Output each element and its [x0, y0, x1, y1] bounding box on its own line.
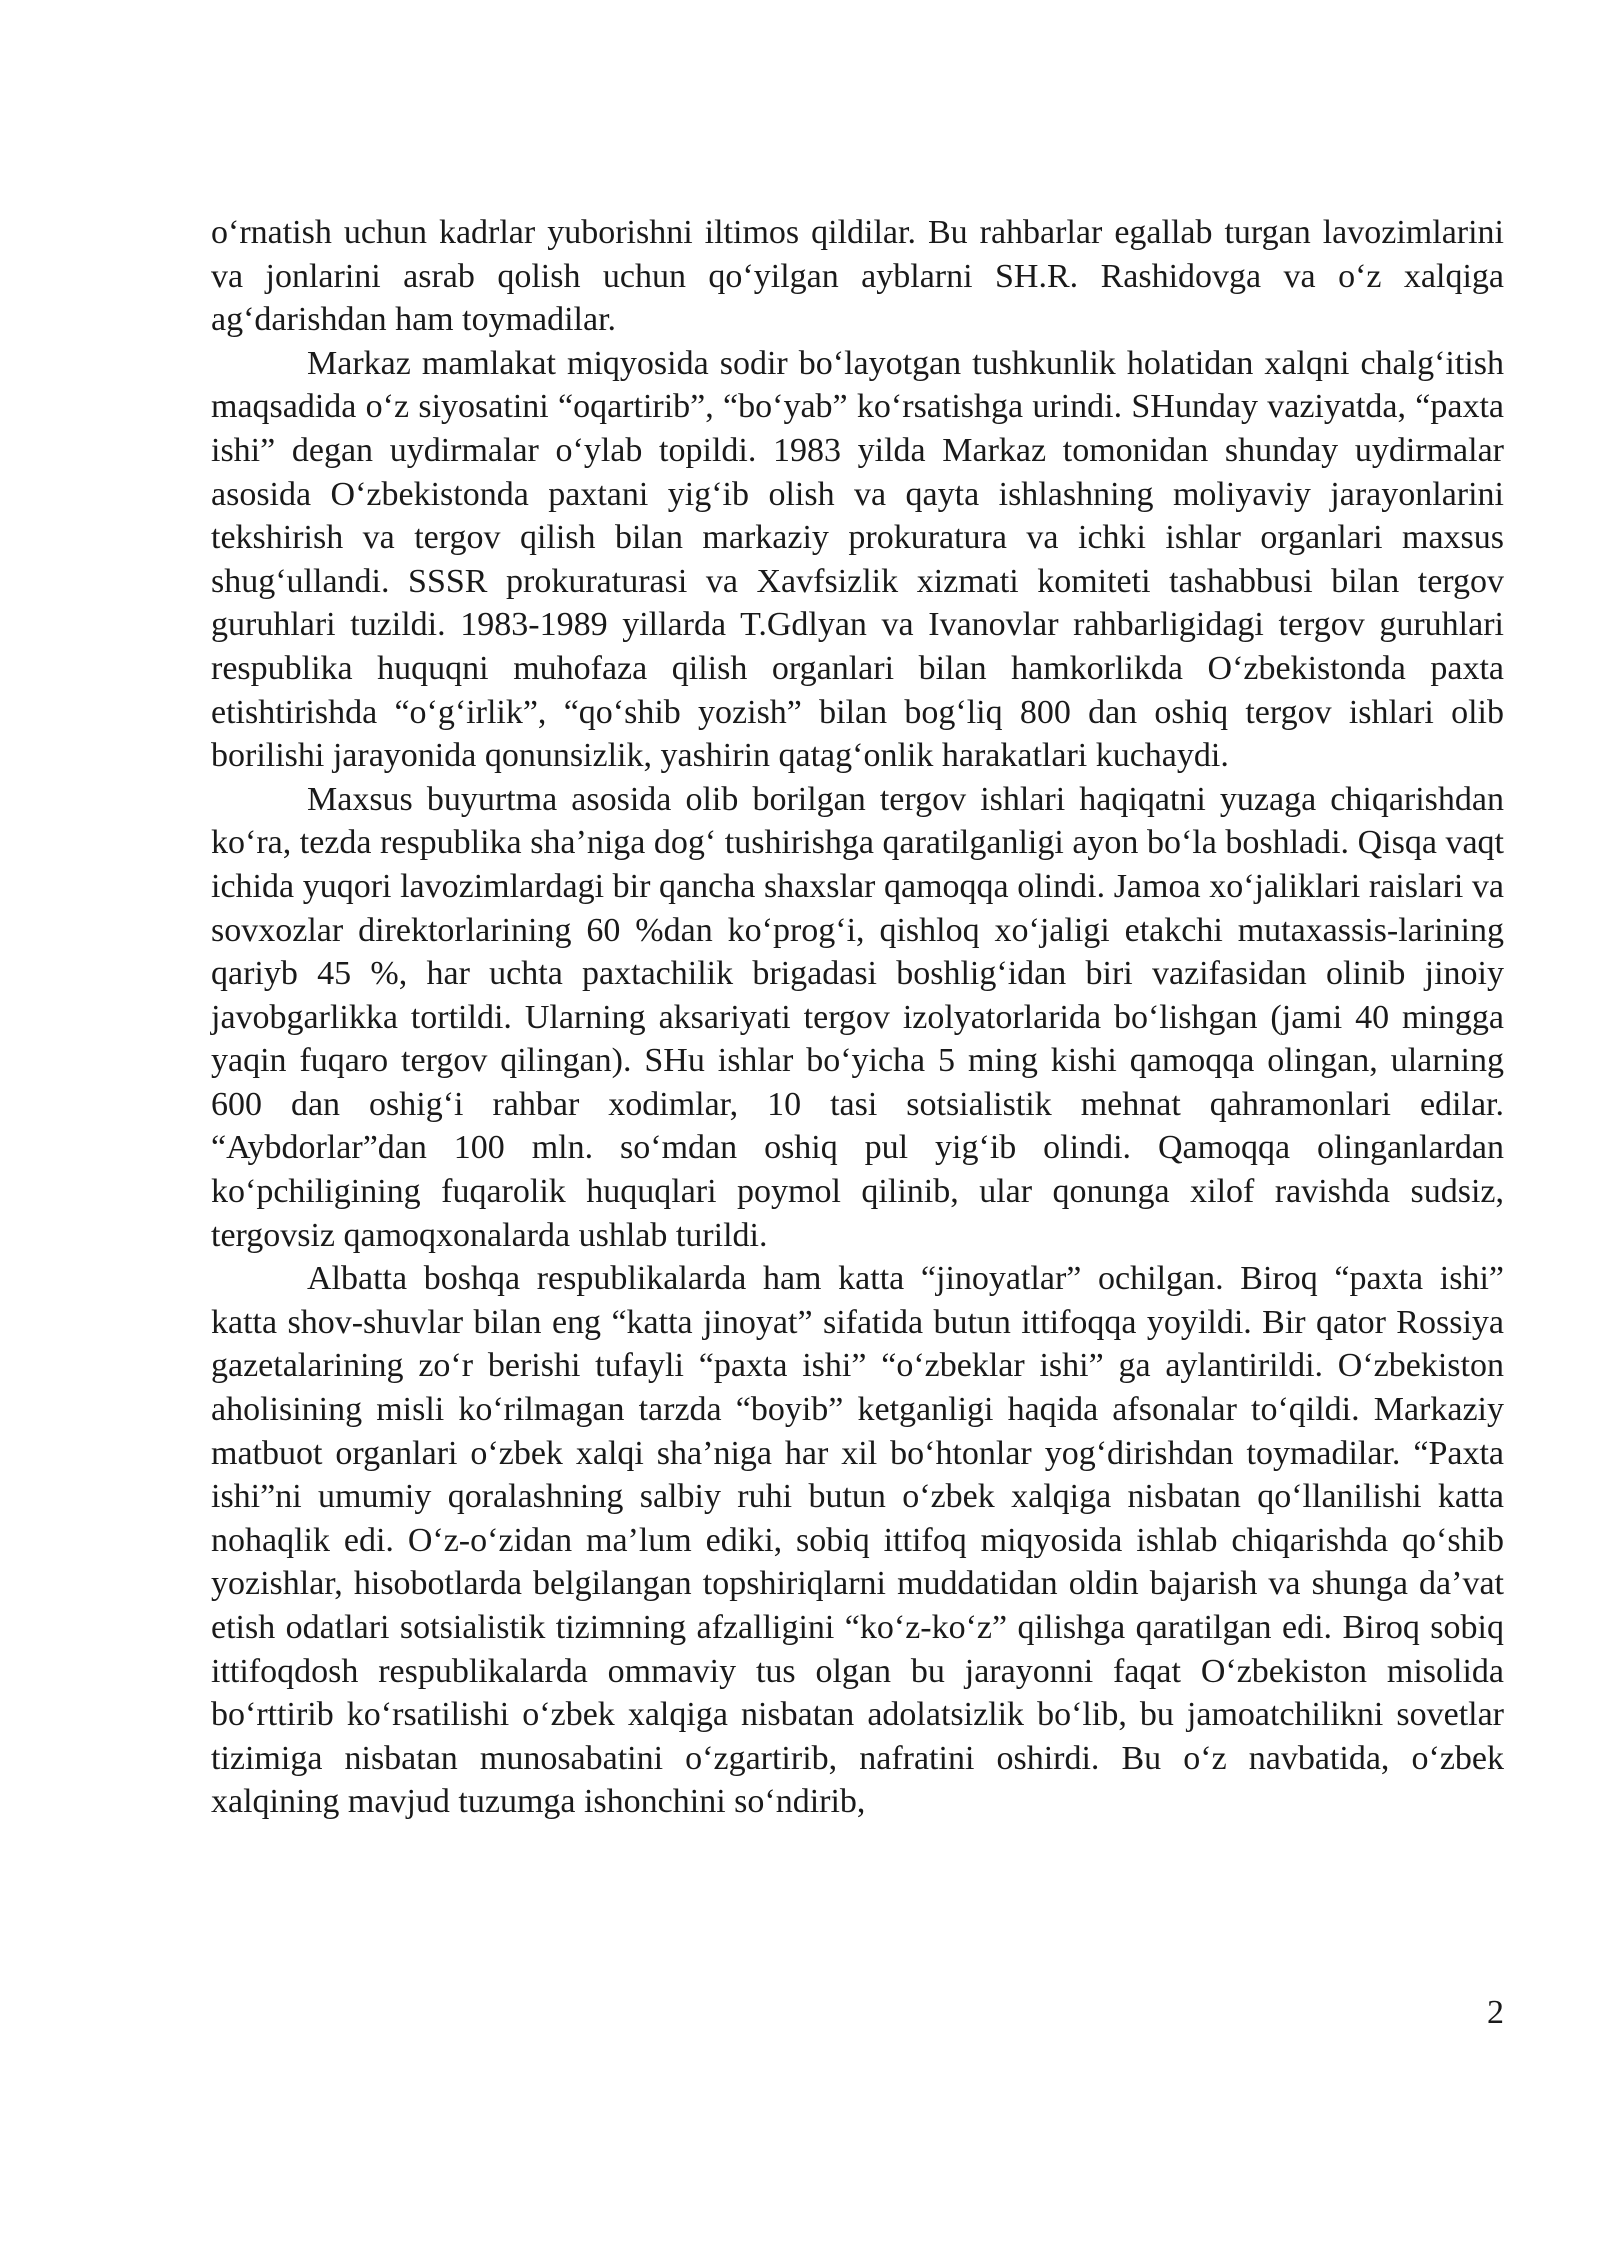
body-text — [211, 211, 1504, 1824]
paragraph-albatta: Albatta boshqa respublikalarda ham katta “jinoyatlar” ochilgan. Biroq “paxta ishi” katta shov-shuvlar bilan eng “katta jinoyat” sifatida butun ittifoqqa yoyildi. Bir qator Rossiya gazetalarining zo‘r berishi tufayli “paxta ishi” “o‘zbeklar ishi” ga aylantirildi. O‘zbekiston aholisining misli ko‘rilmagan tarzda “boyib” ketganligi haqida afsonalar to‘qildi. Markaziy matbuot organlari o‘zbek xalqi sha’niga har xil bo‘htonlar yog‘dirishdan toymadilar. “Paxta ishi”ni umumiy qoralashning salbiy ruhi butun o‘zbek xalqiga nisbatan qo‘llanilishi katta nohaqlik edi. O‘z-o‘zidan ma’lum ediki, sobiq ittifoq miqyosida ishlab chiqarishda qo‘shib yozishlar, hisobotlarda belgilangan topshiriqlarni muddatidan oldin bajarish va shunga da’vat etish odatlari sotsialistik tizimning afzalligini “ko‘z-ko‘z” qilishga qaratilgan edi. Biroq sobiq ittifoqdosh respublikalarda ommaviy tus olgan bu jarayonni faqat O‘zbekiston misolida bo‘rttirib ko‘rsatilishi o‘zbek xalqiga nisbatan adolatsizlik bo‘lib, bu jamoatchilikni sovetlar tizimiga nisbatan munosabatini o‘zgartirib, nafratini oshirdi. Bu o‘z navbatida, o‘zbek xalqining mavjud tuzumga ishonchini so‘ndirib, — [211, 1260, 1504, 1821]
paragraph-markaz: Markaz mamlakat miqyosida sodir bo‘layotgan tushkunlik holatidan xalqni chalg‘itish maqsadida o‘z siyosatini “oqartirib”, “bo‘yab” ko‘rsatishga urindi. SHunday vaziyatda, “paxta ishi” degan uydirmalar o‘ylab topildi. 1983 yilda Markaz tomonidan shunday uydirmalar asosida O‘zbekistonda paxtani yig‘ib olish va qayta ishlashning moliyaviy jarayonlarini tekshirish va tergov qilish bilan markaziy prokuratura va ichki ishlar organlari maxsus shug‘ullandi. SSSR prokuraturasi va Xavfsizlik xizmati komiteti tashabbusi bilan tergov guruhlari tuzildi. 1983-1989 yillarda T.Gdlyan va Ivanovlar rahbarligidagi tergov guruhlari respublika huquqni muhofaza qilish organlari bilan hamkorlikda O‘zbekistonda paxta etishtirishda “o‘g‘irlik”, “qo‘shib yozish” bilan bog‘liq 800 dan oshiq tergov ishlari olib borilishi jarayonida qonunsizlik, yashirin qatag‘onlik harakatlari kuchaydi. — [211, 344, 1504, 775]
page-number: 2 — [1487, 1994, 1504, 2031]
paragraph-maxsus-buyurtma: Maxsus buyurtma asosida olib borilgan tergov ishlari haqiqatni yuzaga chiqarishdan ko‘ra, tezda respublika sha’niga dog‘ tushirishga qaratilganligi ayon bo‘la boshladi. Qisqa vaqt ichida yuqori lavozimlardagi bir qancha shaxslar qamoqqa olindi. Jamoa xo‘jaliklari raislari va sovxozlar direktorlarining 60 %dan ko‘prog‘i, qishloq xo‘jaligi etakchi mutaxassis-larining qariyb 45 %, har uchta paxtachilik brigadasi boshlig‘idan biri vazifasidan olinib jinoiy javobgarlikka tortildi. Ularning aksariyati tergov izolyatorlarida bo‘lishgan (jami 40 mingga yaqin fuqaro tergov qilingan). SHu ishlar bo‘yicha 5 ming kishi qamoqqa olingan, ularning 600 dan oshig‘i rahbar xodimlar, 10 tasi sotsialistik mehnat qahramonlari edilar. “Aybdorlar”dan 100 mln. so‘mdan oshiq pul yig‘ib olindi. Qamoqqa olinganlardan ko‘pchiligining fuqarolik huquqlari poymol qilinib, ular qonunga xilof ravishda sudsiz, tergovsiz qamoqxonalarda ushlab turildi. — [211, 780, 1504, 1254]
paragraph-continuation: o‘rnatish uchun kadrlar yuborishni iltimos qildilar. Bu rahbarlar egallab turgan lavozimlarini va jonlarini asrab qolish uchun qo‘yilgan ayblarni SH.R. Rashidovga va o‘z xalqiga ag‘darishdan ham toymadilar. — [211, 214, 1504, 339]
